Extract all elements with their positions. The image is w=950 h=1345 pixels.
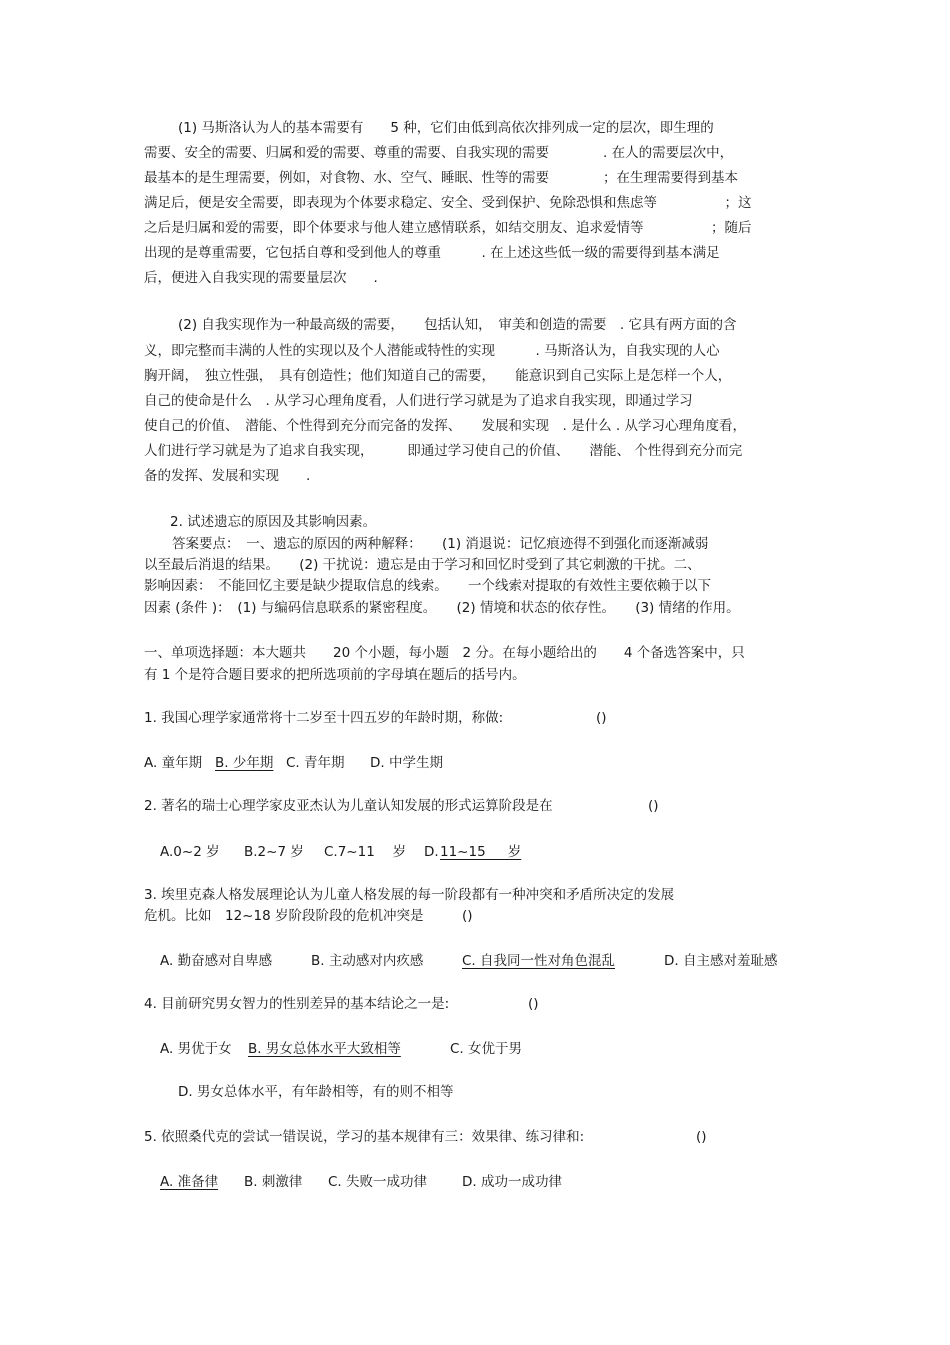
- text-line: 义，即完整而丰满的人性的实现以及个人潜能或特性的实现 . 马斯洛认为，自我实现的人心: [144, 343, 720, 359]
- question-heading: 2. 试述遗忘的原因及其影响因素。: [170, 514, 377, 530]
- answer-paren: (): [462, 908, 473, 924]
- question-stem: 1. 我国心理学家通常将十二岁至十四五岁的年龄时期，称做:: [144, 710, 504, 726]
- text-line: 后，便进入自我实现的需要量层次 .: [144, 270, 378, 286]
- text-line: 因素 (条件 )： (1) 与编码信息联系的紧密程度。 (2) 情境和状态的依存性。 (3) 情绪的作用。: [144, 600, 740, 616]
- option-c: C. 青年期: [286, 755, 345, 771]
- option-b: B. 主动感对内疚感: [311, 953, 424, 969]
- text-line: 答案要点： 一、遗忘的原因的两种解释： (1) 消退说：记忆痕迹得不到强化而逐渐减弱: [172, 536, 709, 552]
- text-line: 有 1 个是符合题目要求的把所选项前的字母填在题后的括号内。: [144, 667, 526, 683]
- option-c: C. 女优于男: [450, 1041, 523, 1057]
- answer-paren: (): [696, 1129, 707, 1145]
- text-line: 出现的是尊重需要，它包括自尊和受到他人的尊重 . 在上述这些低一级的需要得到基本满足: [144, 245, 720, 261]
- answer-paren: (): [596, 710, 607, 726]
- question-stem: 5. 依照桑代克的尝试一错误说，学习的基本规律有三：效果律、练习律和:: [144, 1129, 585, 1145]
- option-a: A. 男优于女: [160, 1041, 232, 1057]
- option-d: D. 成功一成功律: [462, 1174, 562, 1190]
- option-a: A.0~2 岁: [160, 844, 220, 860]
- text-line: 自己的使命是什么 . 从学习心理角度看，人们进行学习就是为了追求自我实现，即通过学习: [144, 393, 693, 409]
- option-d: D. 男女总体水平，有年龄相等，有的则不相等: [178, 1084, 454, 1100]
- answer-paren: (): [648, 798, 659, 814]
- option-d-selected: 11~15 岁: [440, 844, 522, 860]
- option-c: C.7~11 岁: [324, 844, 407, 860]
- option-c-selected: C. 自我同一性对角色混乱: [462, 953, 616, 969]
- question-stem: 危机。比如 12~18 岁阶段阶段的危机冲突是: [144, 908, 424, 924]
- option-b: B. 刺激律: [244, 1174, 303, 1190]
- text-line: 以至最后消退的结果。 (2) 干扰说：遗忘是由于学习和回忆时受到了其它刺激的干扰。二、: [144, 557, 701, 573]
- text-line: 影响因素： 不能回忆主要是缺少提取信息的线索。 一个线索对提取的有效性主要依赖于以下: [144, 578, 711, 594]
- text-line: (2) 自我实现作为一种最高级的需要， 包括认知， 审美和创造的需要 . 它具有两方面的含: [178, 317, 737, 333]
- option-d: D. 自主感对羞耻感: [664, 953, 778, 969]
- option-d: D. 中学生期: [370, 755, 443, 771]
- option-c: C. 失败一成功律: [328, 1174, 428, 1190]
- text-line: 一、单项选择题：本大题共 20 个小题，每小题 2 分。在每小题给出的 4 个备选答案中，只: [144, 645, 745, 661]
- question-stem: 3. 埃里克森人格发展理论认为儿童人格发展的每一阶段都有一种冲突和矛盾所决定的发展: [144, 887, 675, 903]
- option-a-selected: A. 准备律: [160, 1174, 219, 1190]
- text-line: 人们进行学习就是为了追求自我实现， 即通过学习使自己的价值、 潜能、 个性得到充分而完: [144, 443, 743, 459]
- question-stem: 4. 目前研究男女智力的性别差异的基本结论之一是:: [144, 996, 450, 1012]
- text-line: 之后是归属和爱的需要，即个体要求与他人建立感情联系，如结交朋友、追求爱情等 ；随后: [144, 220, 752, 236]
- text-line: 满足后，便是安全需要，即表现为个体要求稳定、安全、受到保护、免除恐惧和焦虑等 ；这: [144, 195, 752, 211]
- question-stem: 2. 著名的瑞士心理学家皮亚杰认为儿童认知发展的形式运算阶段是在: [144, 798, 553, 814]
- option-a: A. 勤奋感对自卑感: [160, 953, 273, 969]
- option-b: B.2~7 岁: [244, 844, 304, 860]
- option-b-selected: B. 男女总体水平大致相等: [248, 1041, 401, 1057]
- option-b-selected: B. 少年期: [215, 755, 274, 771]
- answer-paren: (): [528, 996, 539, 1012]
- text-line: 使自己的价值、 潜能、个性得到充分而完备的发挥、 发展和实现 . 是什么 . 从学习心理角度看，: [144, 418, 746, 434]
- text-line: 胸开阔， 独立性强， 具有创造性；他们知道自己的需要， 能意识到自己实际上是怎样一个人，: [144, 368, 732, 384]
- text-line: (1) 马斯洛认为人的基本需要有 5 种，它们由低到高依次排列成一定的层次，即生理的: [178, 120, 714, 136]
- option-a: A. 童年期: [144, 755, 203, 771]
- text-line: 需要、安全的需要、归属和爱的需要、尊重的需要、自我实现的需要 . 在人的需要层次中，: [144, 145, 734, 161]
- option-d-prefix: D.: [424, 844, 439, 860]
- text-line: 备的发挥、发展和实现 .: [144, 468, 311, 484]
- text-line: 最基本的是生理需要，例如，对食物、水、空气、睡眠、性等的需要 ；在生理需要得到基本: [144, 170, 738, 186]
